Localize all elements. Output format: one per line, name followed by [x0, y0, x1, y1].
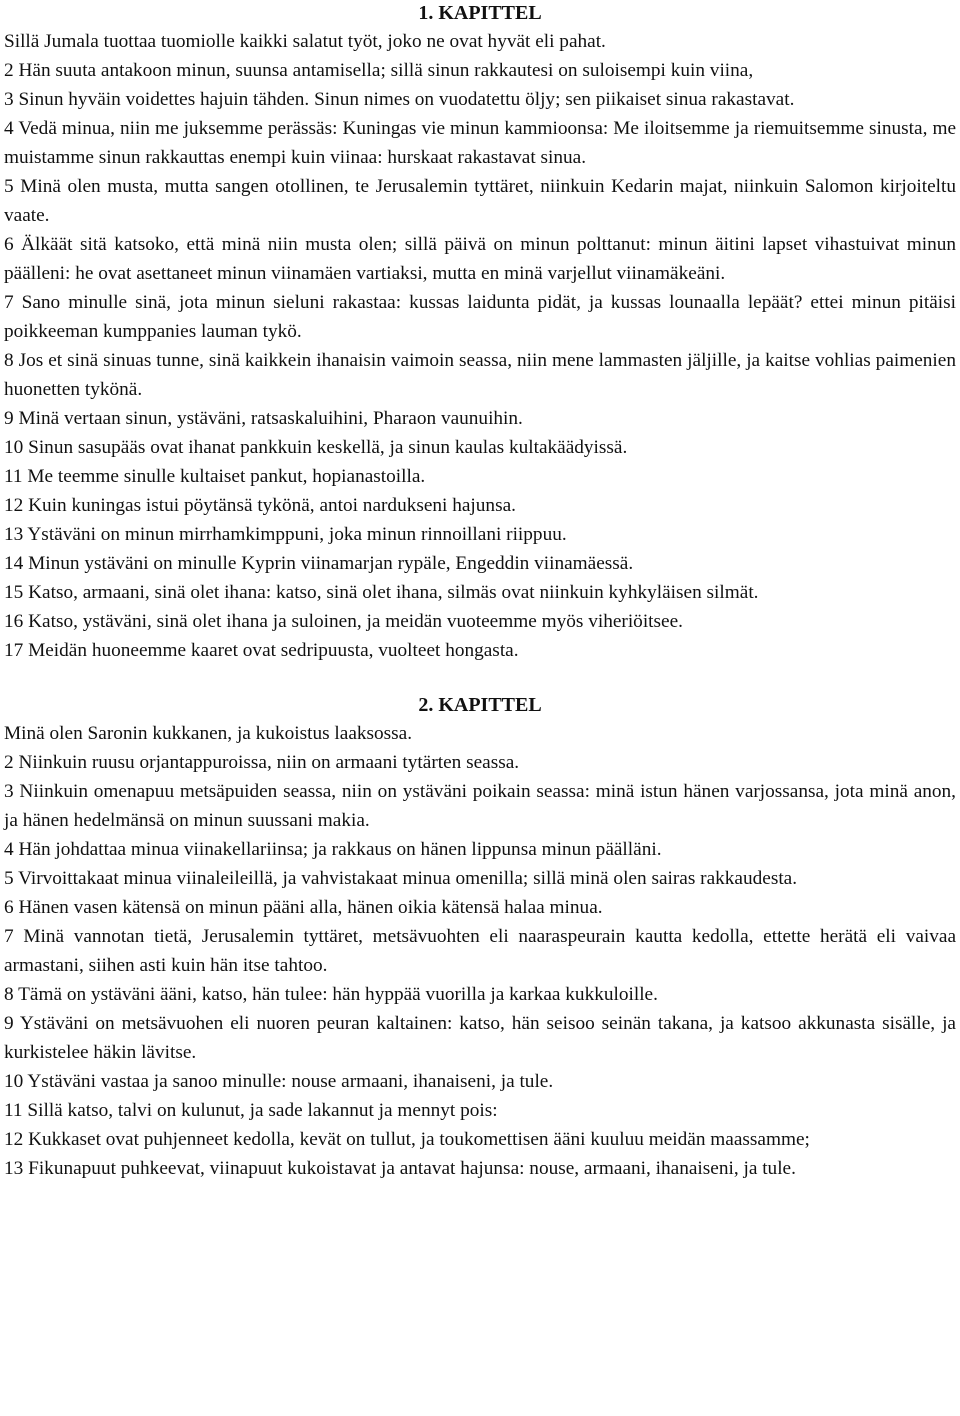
verse-13: 13 Ystäväni on minun mirrhamkimppuni, joka minun rinnoillani riippuu. [4, 524, 567, 545]
verse-17: 17 Meidän huoneemme kaaret ovat sedripuusta, vuolteet hongasta. [4, 640, 519, 661]
verse-7: 7 Minä vannotan tietä, Jerusalemin tyttäret, metsävuohten eli naaraspeurain kautta kedolla, ettette herätä eli vaivaa armastani, siihen asti kuin hän itse tahtoo. [4, 926, 956, 976]
verse-1: Sillä Jumala tuottaa tuomiolle kaikki salatut työt, joko ne ovat hyvät eli pahat. [4, 31, 606, 52]
verse-10: 10 Sinun sasupääs ovat ihanat pankkuin keskellä, ja sinun kaulas kultakäädyissä. [4, 437, 628, 458]
verse-5: 5 Minä olen musta, mutta sangen otollinen, te Jerusalemin tyttäret, niinkuin Kedarin majat, niinkuin Salomon kirjoiteltu vaate. [4, 176, 956, 226]
verse-15: 15 Katso, armaani, sinä olet ihana: katso, sinä olet ihana, silmäs ovat niinkuin kyhkyläisen silmät. [4, 582, 759, 603]
verse-2: 2 Hän suuta antakoon minun, suunsa antamisella; sillä sinun rakkautesi on suloisempi kuin viina, [4, 60, 754, 81]
verse-13: 13 Fikunapuut puhkeevat, viinapuut kukoistavat ja antavat hajunsa: nouse, armaani, ihanaiseni, ja tule. [4, 1158, 796, 1179]
verse-2: 2 Niinkuin ruusu orjantappuroissa, niin on armaani tytärten seassa. [4, 752, 520, 773]
verse-6: 6 Älkäät sitä katsoko, että minä niin musta olen; sillä päivä on minun polttanut: minun äitini lapset vihastuivat minun päälleni: he ovat asettaneet minun viinamäen vartiaksi, mutta en minä varjellut viinamäkeäni. [4, 234, 956, 284]
verse-12: 12 Kukkaset ovat puhjenneet kedolla, kevät on tullut, ja toukomettisen ääni kuuluu meidän maassamme; [4, 1129, 810, 1150]
verse-1: Minä olen Saronin kukkanen, ja kukoistus laaksossa. [4, 723, 413, 744]
verse-3: 3 Sinun hyväin voidettes hajuin tähden. Sinun nimes on vuodatettu öljy; sen piikaiset sinua rakastavat. [4, 89, 795, 110]
document-page [4, 0, 956, 1183]
chapter-title: 2. KAPITTEL [418, 694, 542, 716]
chapter-1 [4, 0, 956, 665]
verse-9: 9 Ystäväni on metsävuohen eli nuoren peuran kaltainen: katso, hän seisoo seinän takana, ja katsoo akkunasta sisälle, ja kurkistelee häkin lävitse. [4, 1013, 956, 1063]
verse-9: 9 Minä vertaan sinun, ystäväni, ratsaskaluihini, Pharaon vaunuihin. [4, 408, 523, 429]
verse-6: 6 Hänen vasen kätensä on minun pääni alla, hänen oikia kätensä halaa minua. [4, 897, 603, 918]
verse-8: 8 Jos et sinä sinuas tunne, sinä kaikkein ihanaisin vaimoin seassa, niin mene lammasten jäljille, ja kaitse vohlias paimenien huonetten tykönä. [4, 350, 956, 400]
verse-4: 4 Vedä minua, niin me juksemme perässäs: Kuningas vie minun kammioonsa: Me iloitsemme ja riemuitsemme sinusta, me muistamme sinun rakkauttas enempi kuin viinaa: hurskaat rakastavat sinua. [4, 118, 956, 168]
verse-11: 11 Me teemme sinulle kultaiset pankut, hopianastoilla. [4, 466, 426, 487]
verse-10: 10 Ystäväni vastaa ja sanoo minulle: nouse armaani, ihanaiseni, ja tule. [4, 1071, 554, 1092]
verse-3: 3 Niinkuin omenapuu metsäpuiden seassa, niin on ystäväni poikain seassa: minä istun hänen varjossansa, jota minä anon, ja hänen hedelmänsä on minun suussani makia. [4, 781, 956, 831]
verse-14: 14 Minun ystäväni on minulle Kyprin viinamarjan rypäle, Engeddin viinamäessä. [4, 553, 634, 574]
verse-5: 5 Virvoittakaat minua viinaleileillä, ja vahvistakaat minua omenilla; sillä minä olen sairas rakkaudesta. [4, 868, 798, 889]
verse-12: 12 Kuin kuningas istui pöytänsä tykönä, antoi nardukseni hajunsa. [4, 495, 516, 516]
verse-4: 4 Hän johdattaa minua viinakellariinsa; ja rakkaus on hänen lippunsa minun päälläni. [4, 839, 662, 860]
verse-16: 16 Katso, ystäväni, sinä olet ihana ja suloinen, ja meidän vuoteemme myös viheriöitsee. [4, 611, 683, 632]
verse-7: 7 Sano minulle sinä, jota minun sieluni rakastaa: kussas laidunta pidät, ja kussas lounaalla lepäät? ettei minun pitäisi poikkeeman kumppanies lauman tykö. [4, 292, 956, 342]
verse-11: 11 Sillä katso, talvi on kulunut, ja sade lakannut ja mennyt pois: [4, 1100, 498, 1121]
chapter-title: 1. KAPITTEL [418, 2, 542, 24]
chapter-2 [4, 692, 956, 1183]
verse-8: 8 Tämä on ystäväni ääni, katso, hän tulee: hän hyppää vuorilla ja karkaa kukkuloille. [4, 984, 658, 1005]
